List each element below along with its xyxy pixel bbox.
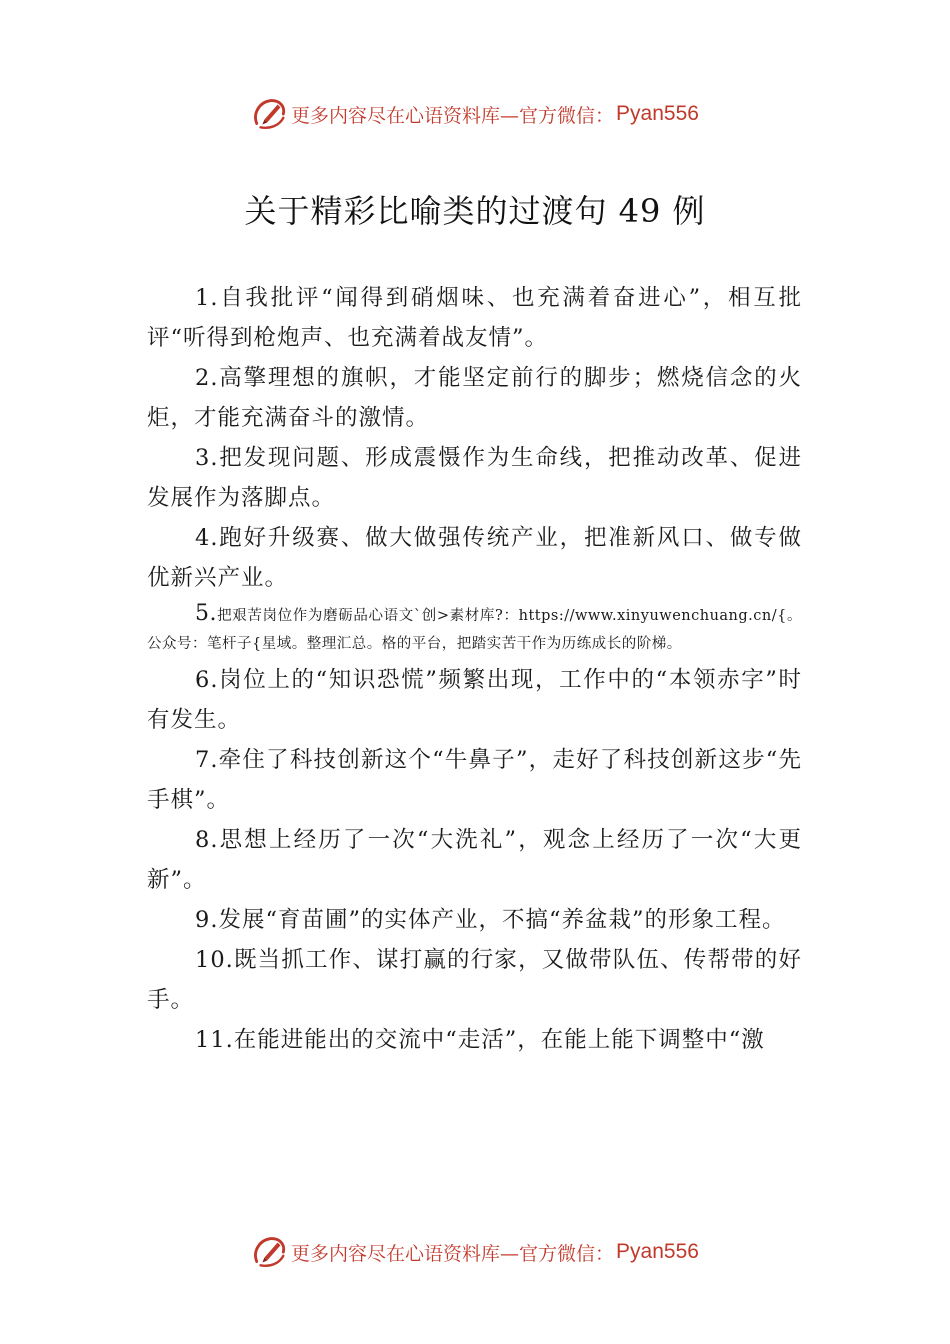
page-title: 关于精彩比喻类的过渡句 49 例 bbox=[244, 192, 706, 230]
list-item bbox=[147, 940, 802, 1020]
item-number: 7. bbox=[195, 747, 219, 773]
item-text: 发展“育苗圃”的实体产业，不搞“养盆栽”的形象工程。 bbox=[218, 907, 786, 933]
header-handle: Pyan556 bbox=[616, 102, 699, 125]
item-text: 把发现问题、形成震慑作为生命线，把推动改革、促进发展作为落脚点。 bbox=[147, 445, 802, 511]
item-number: 5. bbox=[195, 601, 217, 626]
pen-logo-icon bbox=[251, 95, 289, 133]
item-text: 把艰苦岗位作为磨砺品心语文`创>素材库?：https://www.xinyuwenchuang.cn/{。公众号：笔杆子{星域。整理汇总。格的平台，把踏实苦干作为历练成长的阶梯。 bbox=[147, 608, 802, 652]
list-item bbox=[147, 740, 802, 820]
item-text: 在能进能出的交流中“走活”，在能上能下调整中“激 bbox=[233, 1027, 765, 1053]
list-item bbox=[147, 518, 802, 598]
item-number: 6. bbox=[195, 667, 219, 693]
item-text: 岗位上的“知识恐慌”频繁出现，工作中的“本领赤字”时有发生。 bbox=[147, 667, 802, 733]
list-item bbox=[147, 660, 802, 740]
item-text: 既当抓工作、谋打赢的行家，又做带队伍、传帮带的好手。 bbox=[147, 947, 802, 1013]
pen-logo-icon bbox=[251, 1233, 289, 1271]
item-text: 跑好升级赛、做大做强传统产业，把准新风口、做专做优新兴产业。 bbox=[147, 525, 802, 591]
list-item bbox=[147, 1020, 802, 1060]
list-item bbox=[147, 600, 802, 658]
item-text: 牵住了科技创新这个“牛鼻子”，走好了科技创新这步“先手棋”。 bbox=[147, 747, 802, 813]
item-text: 高擎理想的旗帜，才能坚定前行的脚步；燃烧信念的火炬，才能充满奋斗的激情。 bbox=[147, 365, 802, 431]
item-text: 思想上经历了一次“大洗礼”，观念上经历了一次“大更新”。 bbox=[147, 827, 802, 893]
header-banner bbox=[0, 94, 950, 134]
item-number: 3. bbox=[195, 445, 219, 471]
item-number: 11. bbox=[195, 1027, 234, 1053]
footer-banner bbox=[0, 1232, 950, 1272]
item-text: 自我批评“闻得到硝烟味、也充满着奋进心”，相互批评“听得到枪炮声、也充满着战友情”。 bbox=[147, 285, 802, 351]
list-item bbox=[147, 820, 802, 900]
list-item bbox=[147, 358, 802, 438]
header-text: 更多内容尽在心语资料库—官方微信： bbox=[291, 104, 615, 127]
list-item bbox=[147, 278, 802, 358]
list-item bbox=[147, 438, 802, 518]
item-number: 1. bbox=[195, 285, 219, 311]
document-body bbox=[147, 278, 802, 1060]
list-item bbox=[147, 900, 802, 940]
item-number: 2. bbox=[195, 365, 219, 391]
item-number: 4. bbox=[195, 525, 219, 551]
item-number: 8. bbox=[195, 827, 219, 853]
footer-handle: Pyan556 bbox=[616, 1240, 699, 1263]
item-number: 10. bbox=[195, 947, 234, 973]
footer-text: 更多内容尽在心语资料库—官方微信： bbox=[291, 1242, 615, 1265]
item-number: 9. bbox=[195, 907, 219, 933]
